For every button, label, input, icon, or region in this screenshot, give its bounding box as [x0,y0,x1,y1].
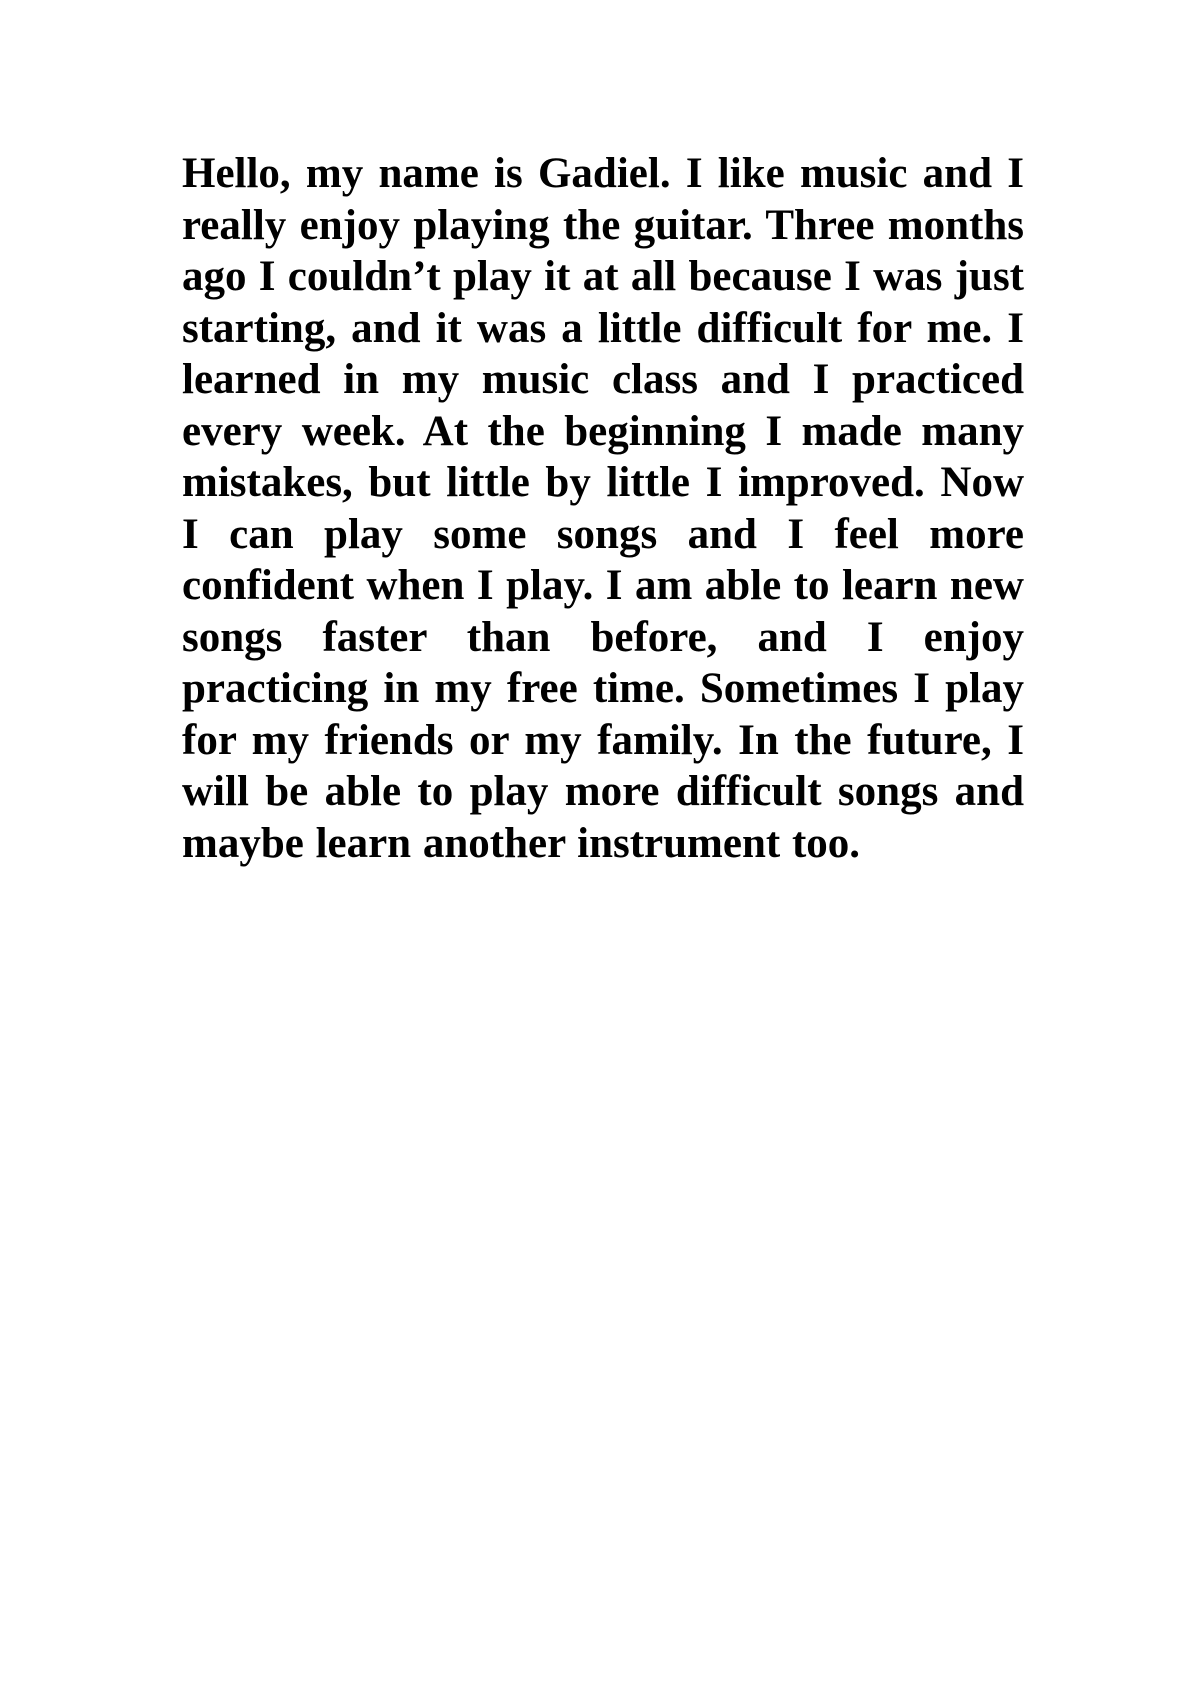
essay-paragraph: Hello, my name is Gadiel. I like music and I really enjoy playing the guitar. Three months ago I couldn’t play it at all because I was just starting, and it was a little difficult for me. I learned in my music class and I practiced every week. At the beginning I made many mistakes, but little by little I improved. Now I can play some songs and I feel more confident when I play. I am able to learn new songs faster than before, and I enjoy practicing in my free time. Sometimes I play for my friends or my family. In the future, I will be able to play more difficult songs and maybe learn another instrument too. [182,150,1024,867]
